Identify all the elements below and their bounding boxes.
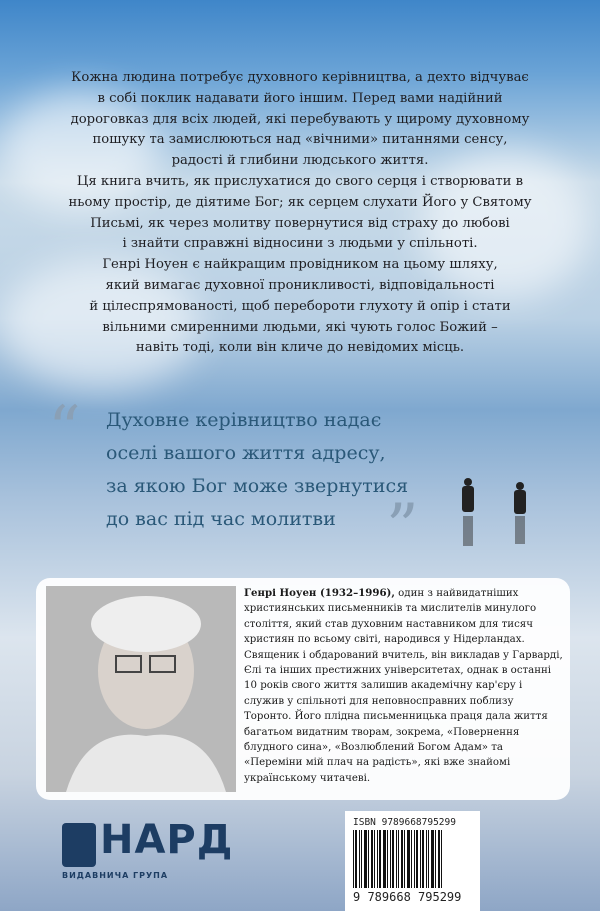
barcode-bar <box>401 830 403 888</box>
barcode-bars <box>353 830 472 888</box>
barcode-bar <box>441 830 442 888</box>
publisher-subtitle: ВИДАВНИЧА ГРУПА <box>62 871 169 880</box>
quote-line: до вас під час молитви <box>106 508 336 530</box>
barcode-number: 9 789668 795299 <box>353 890 462 904</box>
barcode-bar <box>364 830 367 888</box>
barcode-bar <box>422 830 424 888</box>
publisher-name: НАРД <box>100 817 234 863</box>
barcode-bar <box>377 830 378 888</box>
publisher-logo <box>62 817 242 883</box>
intro-line: Письмі, як через молитву повернутися від страху до любові <box>90 215 510 231</box>
barcode-bar <box>390 830 391 888</box>
quote-line: оселі вашого життя адресу, <box>106 442 386 464</box>
intro-line: в собі поклик надавати його іншим. Перед вами надійний <box>97 90 503 106</box>
quote-line: Духовне керівництво надає <box>106 409 382 431</box>
barcode-bar <box>359 830 360 888</box>
intro-line: дороговказ для всіх людей, які перебувають у щирому духовному <box>70 111 530 127</box>
author-name: Генрі Ноуен (1932–1996), <box>244 587 395 599</box>
barcode-bar <box>404 830 405 888</box>
logo-emblem-icon <box>62 823 96 867</box>
barcode-bar <box>420 830 421 888</box>
author-bio <box>244 586 564 786</box>
isbn-label: ISBN 9789668795299 <box>353 817 456 828</box>
intro-line: і знайти справжні відносини з людьми у спільноті. <box>122 236 478 252</box>
open-quote-mark: “ <box>48 393 81 467</box>
barcode-bar <box>414 830 415 888</box>
author-panel <box>36 578 570 800</box>
barcode-bar <box>379 830 381 888</box>
barcode-bar <box>371 830 373 888</box>
barcode-bar <box>398 830 399 888</box>
barcode-bar <box>368 830 369 888</box>
barcode-bar <box>374 830 375 888</box>
walking-figures-image <box>448 470 538 560</box>
intro-line: який вимагає духовної проникливості, відповідальності <box>105 277 495 293</box>
intro-line: радості й глибини людського життя. <box>171 153 429 169</box>
barcode-bar <box>361 830 362 888</box>
barcode-bar <box>435 830 436 888</box>
intro-line: Кожна людина потребує духовного керівництва, а дехто відчуває <box>71 70 529 85</box>
intro-line: Генрі Ноуен є найкращим провідником на цьому шляху, <box>102 257 498 273</box>
intro-line: й цілеспрямованості, щоб перебороти глухоту й опір і стати <box>89 298 511 314</box>
barcode-bar <box>396 830 397 888</box>
intro-line: вільними смиренними людьми, які чують голос Божий – <box>102 319 498 335</box>
barcode-bar <box>431 830 434 888</box>
intro-line: навіть тоді, коли він кличе до невідомих місць. <box>135 340 465 356</box>
isbn-barcode <box>345 811 480 911</box>
barcode-bar <box>428 830 429 888</box>
barcode-bar <box>426 830 427 888</box>
author-photo <box>46 586 236 792</box>
pull-quote <box>48 393 438 565</box>
barcode-bar <box>411 830 412 888</box>
barcode-bar <box>407 830 410 888</box>
barcode-bar <box>355 830 357 888</box>
barcode-bar <box>392 830 394 888</box>
intro-line: пошуку та замислюються над «вічними» питаннями сенсу, <box>92 132 508 148</box>
barcode-bar <box>387 830 388 888</box>
intro-line: Ця книга вчить, як прислухатися до свого серця і створювати в <box>76 173 524 189</box>
close-quote-mark: ” <box>386 491 419 565</box>
barcode-bar <box>438 830 440 888</box>
bio-text: один з найвидатніших християнських письменників та мислителів минулого століття, який став духовним наставником для тисяч християн по всьому світі, народився у Нідерландах. Священик і обдарований вчитель, він викладав у Гарварді, Єлі та інших престижних університетах, однак в останні 10 років свого життя залишив академічну кар'єру і служив у спільноті для неповносправних поблизу Торонто. Його плідна письменницька праця дала життя багатьом видатним творам, зокрема, «Повернення блудного сина», «Возлюблений Богом Адам» та «Переміни мій плач на радість», які вже знайомі українському читачеві. <box>244 588 563 784</box>
quote-line: за якою Бог може звернутися <box>106 475 409 497</box>
intro-line: ньому простір, де діятиме Бог; як серцем слухати Його у Святому <box>68 194 532 210</box>
barcode-bar <box>353 830 354 888</box>
barcode-bar <box>416 830 418 888</box>
barcode-bar <box>383 830 386 888</box>
intro-text <box>45 68 555 359</box>
